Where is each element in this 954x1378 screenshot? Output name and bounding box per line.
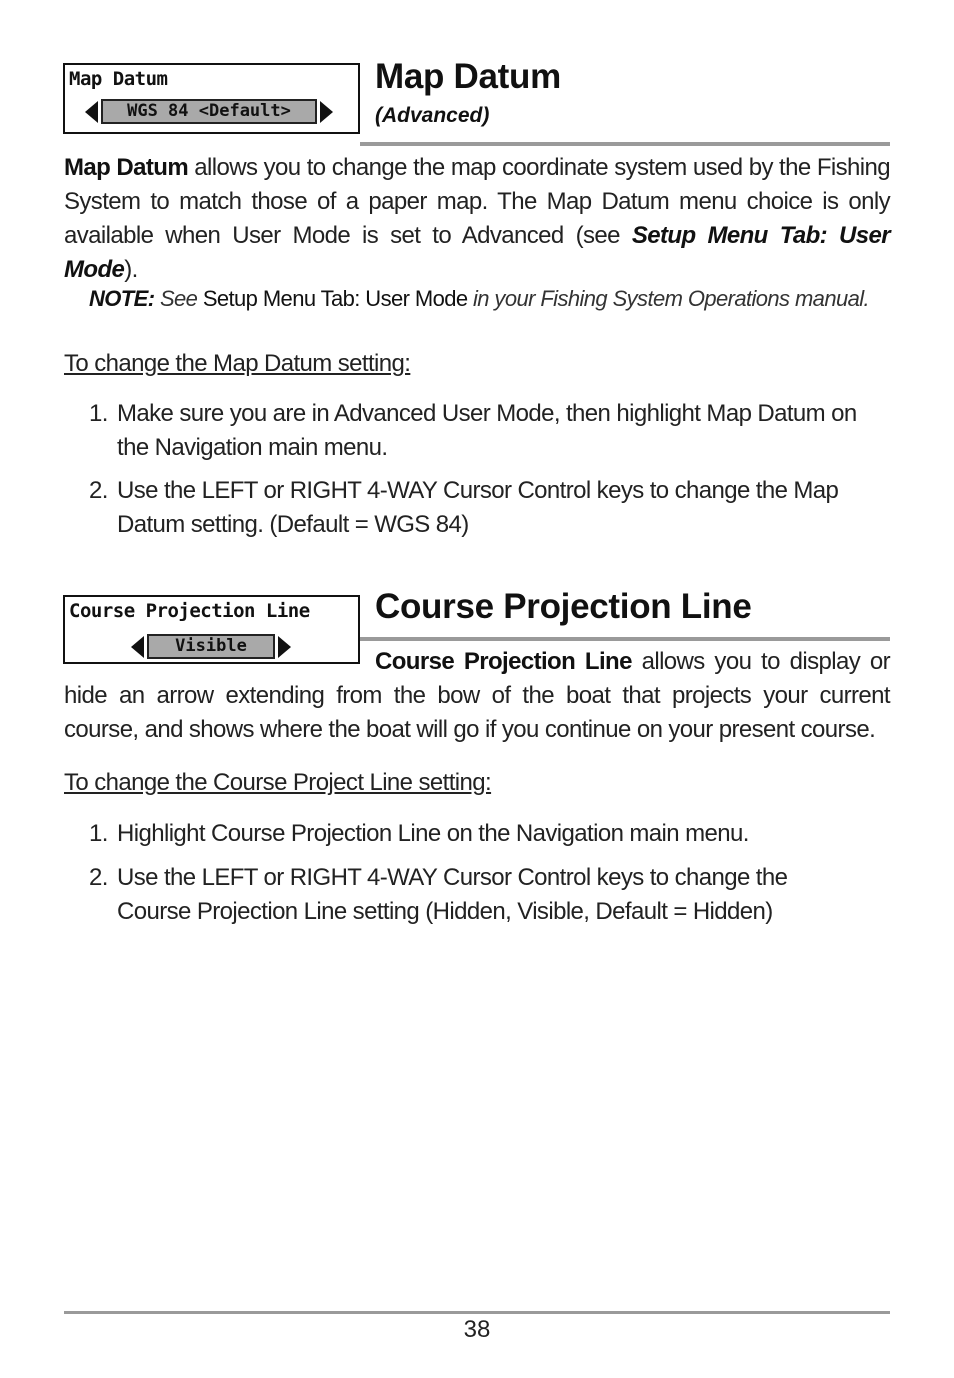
map-datum-title-rule (360, 142, 890, 146)
page-number: 38 (463, 1316, 491, 1343)
map-datum-steps-heading: To change the Map Datum setting: (64, 350, 411, 377)
map-datum-widget-title: Map Datum (69, 68, 168, 90)
step-number: 2. (89, 477, 108, 504)
map-datum-para-end: ). (124, 256, 138, 283)
step-text: Highlight Course Projection Line on the Navigation main menu. (117, 820, 749, 847)
course-projection-para-text: allows you to display or hide an arrow extending from the bow of the boat that projects your current course, and shows where the boat will go if you continue on your present course. (64, 648, 890, 743)
left-arrow-icon (85, 101, 98, 123)
step-number: 1. (89, 820, 108, 847)
map-datum-selector (85, 99, 333, 124)
step-text: Use the LEFT or RIGHT 4-WAY Cursor Control keys to change the Course Projection Line setting (Hidden, Visible, Default = Hidden) (117, 864, 788, 925)
note-link: Setup Menu Tab: User Mode (202, 286, 468, 311)
course-projection-title-rule (360, 637, 890, 641)
footer-rule (64, 1311, 890, 1314)
course-projection-widget-title: Course Projection Line (69, 600, 310, 622)
map-datum-menu-widget (63, 63, 360, 134)
right-arrow-icon (320, 101, 333, 123)
step-text: Make sure you are in Advanced User Mode, then highlight Map Datum on the Navigation main menu. (117, 400, 857, 461)
map-datum-subtitle: (Advanced) (375, 104, 490, 127)
map-datum-title: Map Datum (375, 57, 561, 96)
map-datum-widget-value: WGS 84 <Default> (101, 99, 317, 124)
map-datum-step-1 (89, 397, 864, 465)
step-number: 2. (89, 864, 108, 891)
note-rest: in your Fishing System Operations manual. (467, 286, 870, 311)
course-projection-step-2 (89, 861, 864, 929)
course-projection-title: Course Projection Line (375, 587, 752, 626)
step-text: Use the LEFT or RIGHT 4-WAY Cursor Control keys to change the Map Datum setting. (Default = WGS 84) (117, 477, 839, 538)
map-datum-lead: Map Datum (64, 154, 189, 181)
map-datum-para-text: allows you to change the map coordinate system used by the Fishing System to match those of a paper map. The Map Datum menu choice is only available when User Mode is set to Advanced (see (64, 154, 890, 249)
course-projection-widget-value: Visible (147, 634, 275, 659)
note-see: See (154, 286, 203, 311)
map-datum-paragraph (64, 151, 890, 287)
course-projection-steps-heading: To change the Course Project Line setting: (64, 769, 492, 796)
map-datum-step-2 (89, 474, 864, 542)
course-projection-lead: Course Projection Line (375, 648, 632, 675)
map-datum-para-link: Setup Menu Tab: User Mode (64, 222, 890, 283)
course-projection-step-1 (89, 817, 864, 851)
map-datum-note (89, 284, 889, 314)
note-label: NOTE: (89, 286, 155, 311)
course-projection-paragraph (64, 645, 890, 747)
step-number: 1. (89, 400, 108, 427)
